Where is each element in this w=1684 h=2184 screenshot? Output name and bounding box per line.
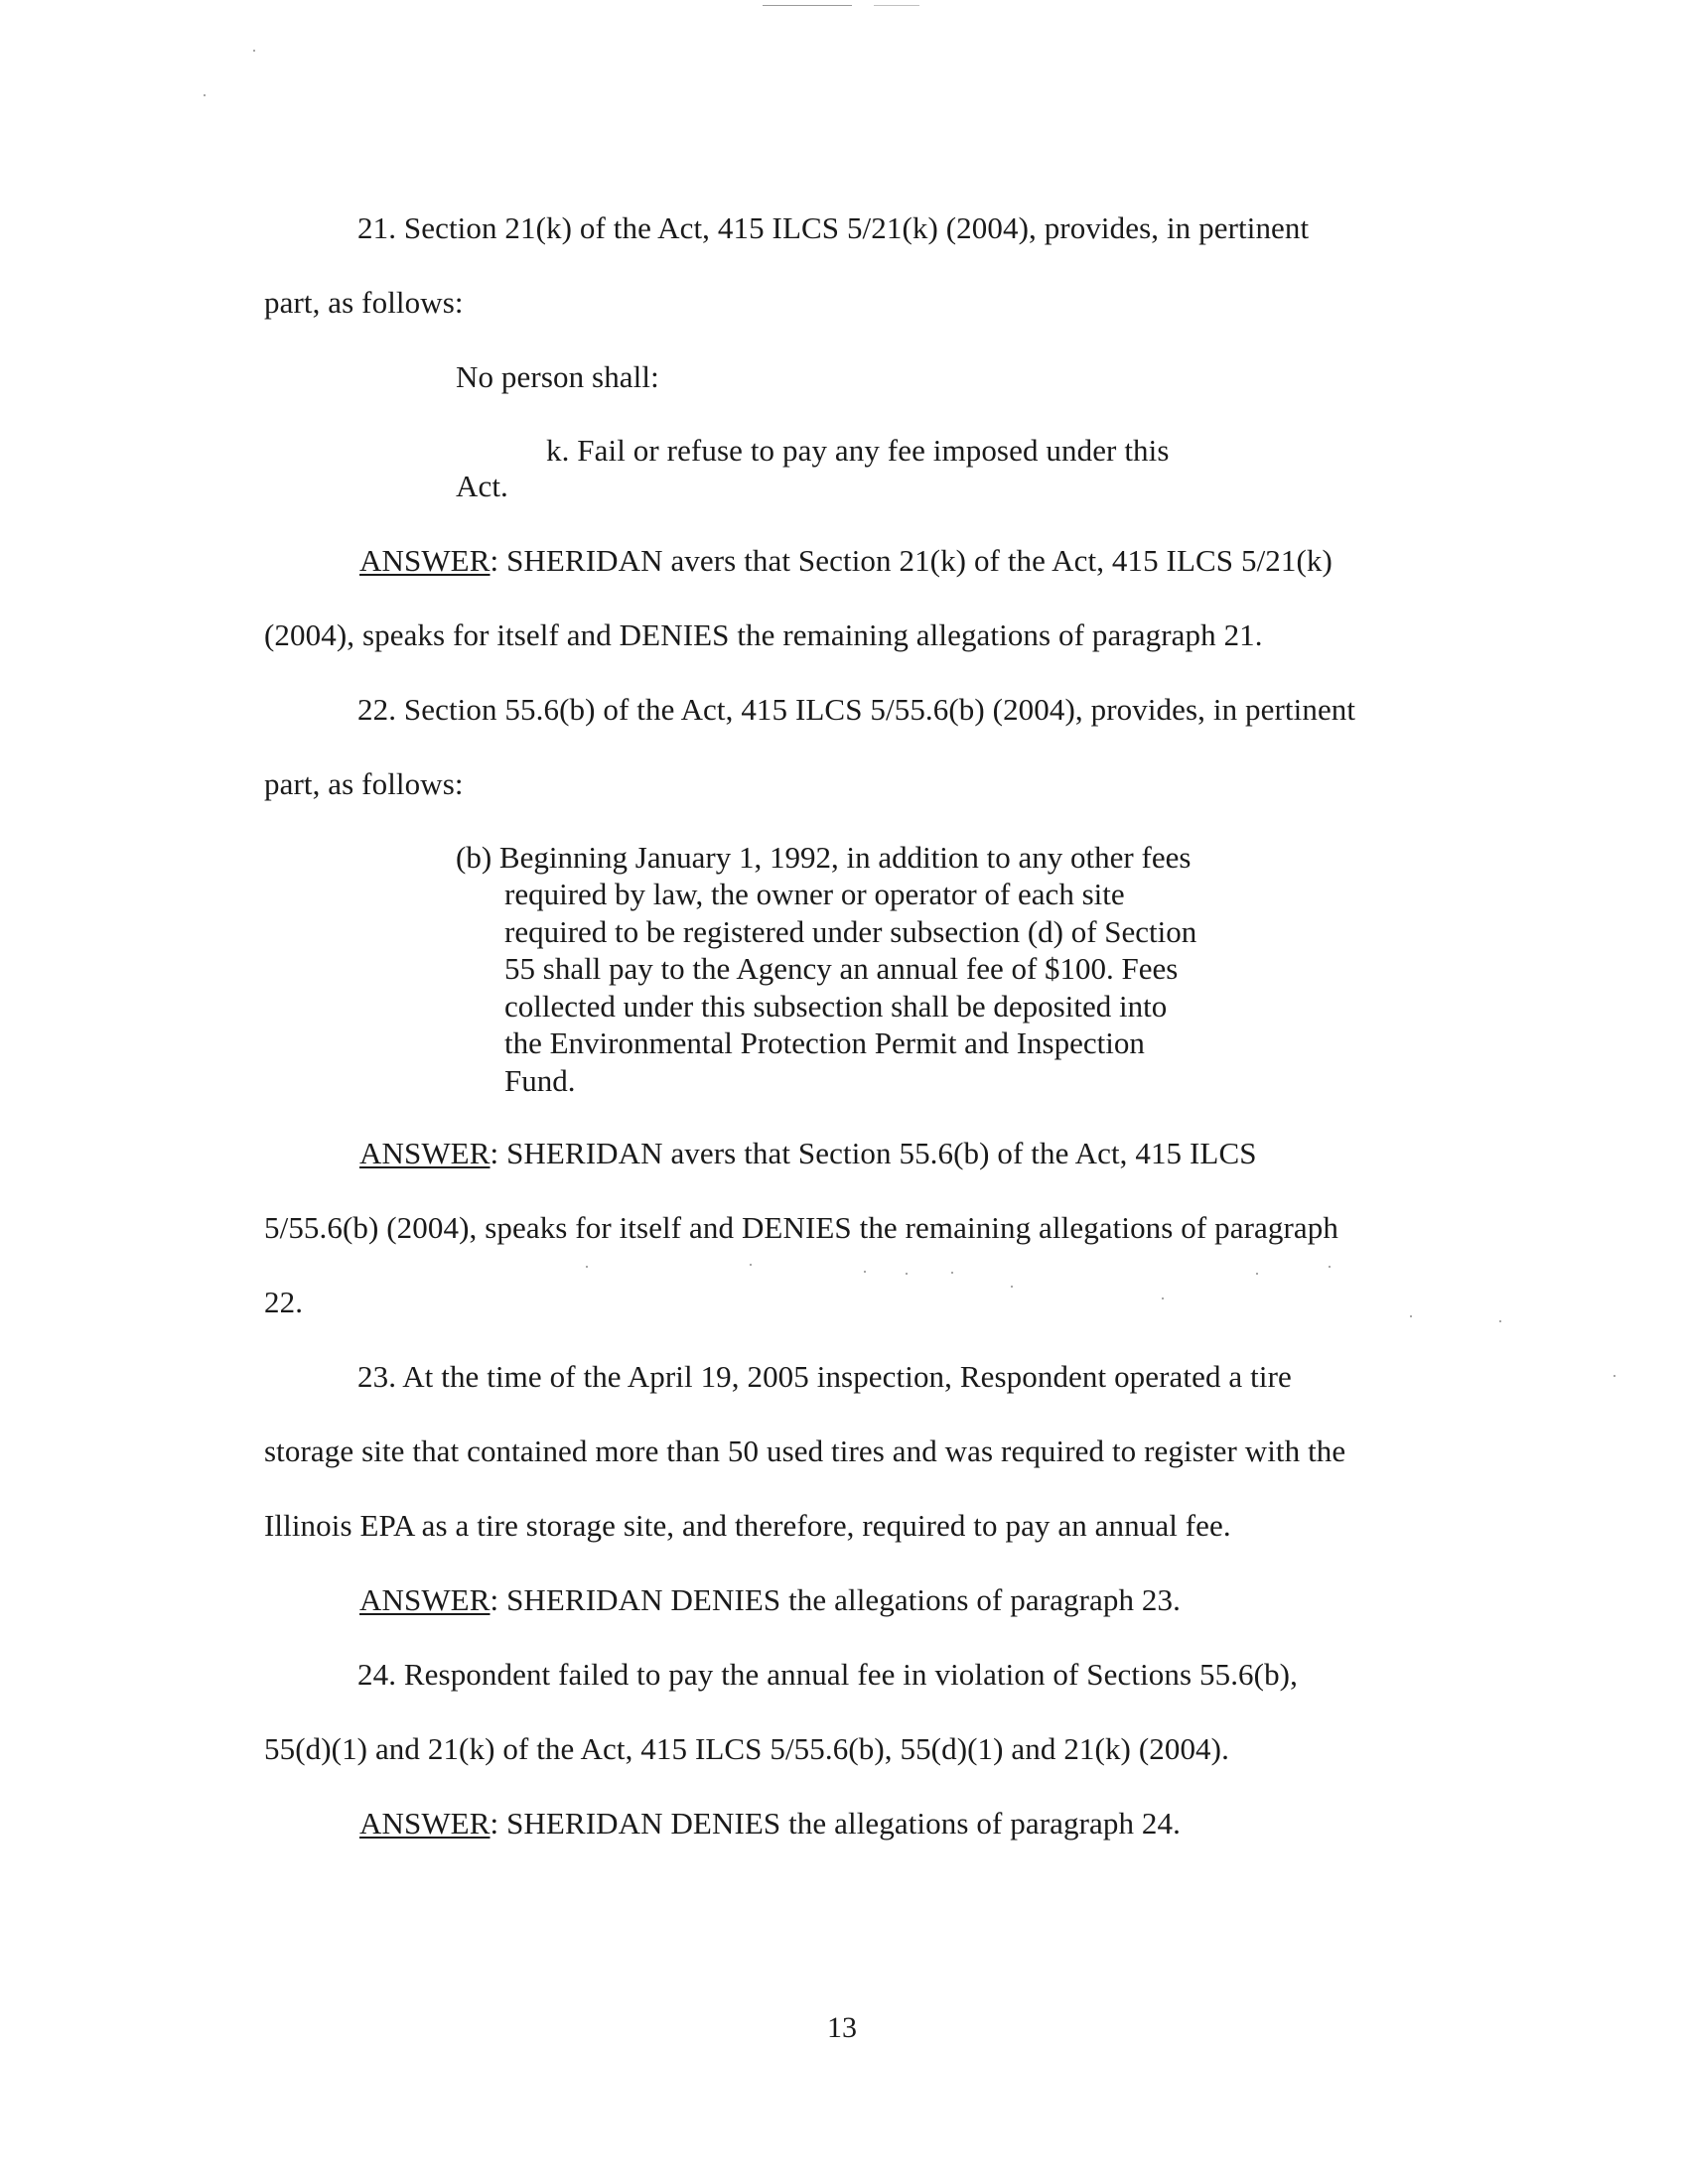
- answer-label: ANSWER: [359, 1806, 491, 1841]
- answer-22-text: : SHERIDAN avers that Section 55.6(b) of the Act, 415 ILCS: [490, 1136, 1257, 1170]
- scan-speck: [750, 1264, 752, 1266]
- answer-21-line-2: (2004), speaks for itself and DENIES the remaining allegations of paragraph 21.: [264, 617, 1263, 652]
- paragraph-23-line-2: storage site that contained more than 50 used tires and was required to register with the: [264, 1433, 1346, 1468]
- paragraph-22-line-2: part, as follows:: [264, 766, 464, 801]
- scan-speck: [586, 1266, 588, 1268]
- paragraph-21-line-1: 21. Section 21(k) of the Act, 415 ILCS 5/21(k) (2004), provides, in pertinent: [357, 210, 1310, 245]
- paragraph-23-line-1: 23. At the time of the April 19, 2005 inspection, Respondent operated a tire: [357, 1359, 1292, 1394]
- scan-speck: [1499, 1320, 1501, 1322]
- statute-quote-line-1: (b) Beginning January 1, 1992, in addition to any other fees: [456, 840, 1192, 875]
- answer-label: ANSWER: [359, 543, 491, 578]
- paragraph-24-line-1: 24. Respondent failed to pay the annual fee in violation of Sections 55.6(b),: [357, 1657, 1298, 1692]
- answer-24: [359, 1805, 1181, 1843]
- statute-quote-line-2: required by law, the owner or operator of each site: [504, 877, 1125, 911]
- page-number: 13: [827, 2011, 857, 2044]
- scan-speck: [253, 50, 255, 52]
- statute-quote-line-3: required to be registered under subsection (d) of Section: [504, 914, 1197, 949]
- paragraph-21-quote-item-continued: Act.: [456, 469, 508, 503]
- paragraph-22-line-1: 22. Section 55.6(b) of the Act, 415 ILCS 5/55.6(b) (2004), provides, in pertinent: [357, 692, 1356, 727]
- scan-speck: [1162, 1297, 1164, 1299]
- paragraph-21-line-2: part, as follows:: [264, 285, 464, 320]
- scan-artifact-top: [763, 5, 852, 6]
- statute-quote-line-7: Fund.: [504, 1063, 576, 1098]
- scan-speck: [864, 1271, 866, 1273]
- scan-speck: [1256, 1273, 1258, 1275]
- answer-23: [359, 1581, 1181, 1619]
- answer-22-line-3: 22.: [264, 1285, 304, 1319]
- scan-speck: [1011, 1286, 1013, 1288]
- scan-artifact-top-2: [874, 5, 919, 6]
- answer-23-text: : SHERIDAN DENIES the allegations of paragraph 23.: [490, 1582, 1181, 1617]
- scan-speck: [204, 94, 206, 96]
- answer-label: ANSWER: [359, 1582, 491, 1617]
- scan-speck: [1614, 1375, 1615, 1377]
- paragraph-24-line-2: 55(d)(1) and 21(k) of the Act, 415 ILCS 5/55.6(b), 55(d)(1) and 21(k) (2004).: [264, 1731, 1229, 1766]
- answer-24-text: : SHERIDAN DENIES the allegations of paragraph 24.: [490, 1806, 1181, 1841]
- statute-quote-line-4: 55 shall pay to the Agency an annual fee of $100. Fees: [504, 951, 1179, 986]
- answer-label: ANSWER: [359, 1136, 491, 1170]
- scan-speck: [1329, 1266, 1331, 1268]
- statute-quote-line-5: collected under this subsection shall be deposited into: [504, 989, 1168, 1024]
- statute-quote-line-6: the Environmental Protection Permit and Inspection: [504, 1025, 1145, 1060]
- scan-speck: [1410, 1315, 1412, 1317]
- paragraph-23-line-3: Illinois EPA as a tire storage site, and therefore, required to pay an annual fee.: [264, 1508, 1231, 1543]
- scan-speck: [906, 1273, 908, 1275]
- answer-21-line-1: [359, 542, 1333, 580]
- paragraph-21-quote-item: k. Fail or refuse to pay any fee imposed under this: [546, 433, 1170, 468]
- scan-speck: [951, 1272, 953, 1274]
- answer-22-line-2: 5/55.6(b) (2004), speaks for itself and DENIES the remaining allegations of paragraph: [264, 1210, 1338, 1245]
- answer-22-line-1: [359, 1135, 1257, 1172]
- answer-21-text: : SHERIDAN avers that Section 21(k) of the Act, 415 ILCS 5/21(k): [490, 543, 1333, 578]
- paragraph-21-quote-intro: No person shall:: [456, 359, 659, 394]
